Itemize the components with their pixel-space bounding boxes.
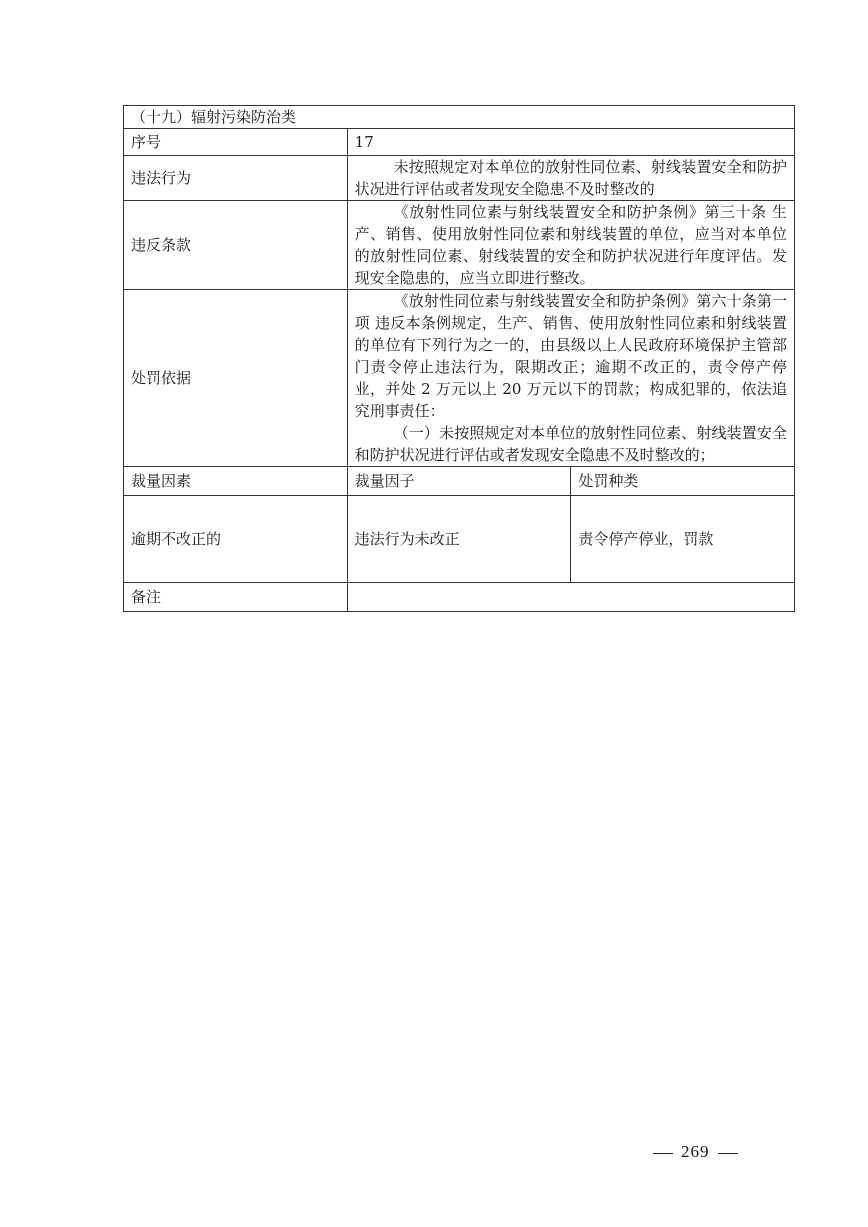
page-number-text: 269 (681, 1142, 710, 1161)
factor-header: 裁量因子 (347, 467, 571, 496)
discretion-row (124, 496, 795, 583)
penalty-discretion-table (123, 105, 795, 612)
category-title: （十九）辐射污染防治类 (124, 106, 795, 129)
dash-left (653, 1153, 673, 1154)
violation-label: 违法行为 (124, 156, 348, 201)
remarks-row (124, 583, 795, 612)
dash-right (718, 1153, 738, 1154)
discretion-condition: 逾期不改正的 (124, 496, 348, 583)
penalty-basis-label: 处罚依据 (124, 290, 348, 467)
violated-clause-row (124, 201, 795, 290)
discretion-penalty-type: 责令停产停业，罚款 (571, 496, 795, 583)
violation-value: 未按照规定对本单位的放射性同位素、射线装置安全和防护状况进行评估或者发现安全隐患不及时整改的 (347, 156, 794, 201)
discretion-header-row (124, 467, 795, 496)
remarks-label: 备注 (124, 583, 348, 612)
violated-clause-value: 《放射性同位素与射线装置安全和防护条例》第三十条 生产、销售、使用放射性同位素和射线装置的单位，应当对本单位的放射性同位素、射线装置的安全和防护状况进行年度评估。发现安全隐患的，应当立即进行整改。 (347, 201, 794, 290)
seq-label: 序号 (124, 129, 348, 156)
penalty-type-header: 处罚种类 (571, 467, 795, 496)
category-title-row (124, 106, 795, 129)
violation-row (124, 156, 795, 201)
discretion-factor: 违法行为未改正 (347, 496, 571, 583)
discretion-factor-label: 裁量因素 (124, 467, 348, 496)
page-number (645, 1142, 746, 1162)
penalty-basis-value (347, 290, 794, 467)
penalty-basis-paragraph: 《放射性同位素与射线装置安全和防护条例》第六十条第一项 违反本条例规定，生产、销售、使用放射性同位素和射线装置的单位有下列行为之一的，由县级以上人民政府环境保护主管部门责令停止违法行为，限期改正；逾期不改正的，责令停产停业，并处 2 万元以上 20 万元以下的罚款；构成犯罪的，依法追究刑事责任： (354, 292, 787, 420)
violated-clause-label: 违反条款 (124, 201, 348, 290)
seq-value: 17 (347, 129, 794, 156)
penalty-basis-item: （一）未按照规定对本单位的放射性同位素、射线装置安全和防护状况进行评估或者发现安全隐患不及时整改的； (354, 424, 787, 464)
remarks-value (347, 583, 794, 612)
seq-row (124, 129, 795, 156)
penalty-basis-row (124, 290, 795, 467)
